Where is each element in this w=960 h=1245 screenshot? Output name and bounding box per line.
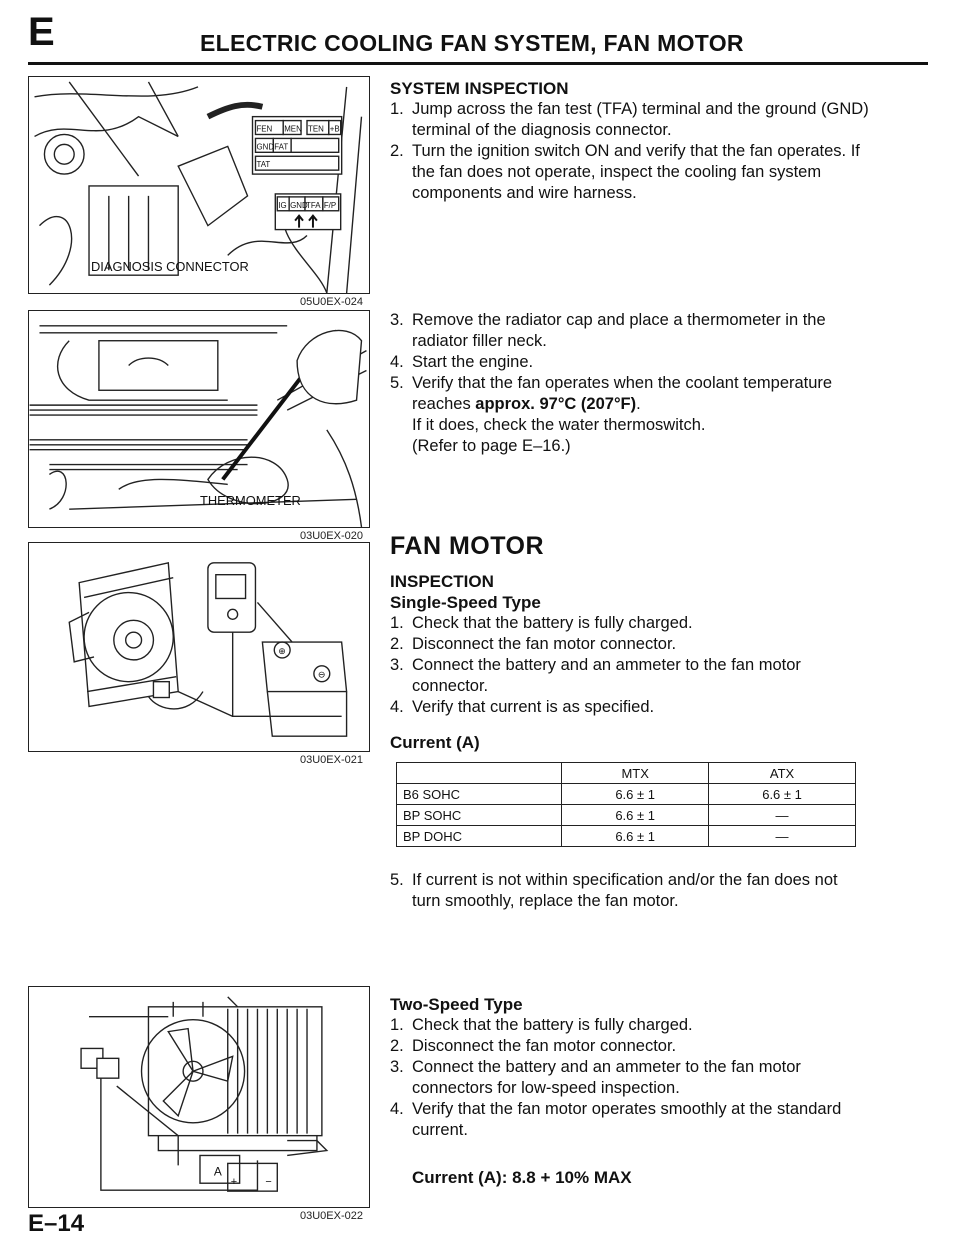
thermometer-illustration xyxy=(29,311,369,527)
step-item: 2. Disconnect the fan motor connector. xyxy=(390,635,677,653)
table-cell: 6.6 ± 1 xyxy=(562,805,709,826)
terminal-label: +B xyxy=(329,124,340,134)
radiator-fan-illustration xyxy=(29,987,369,1207)
page-number: E–14 xyxy=(28,1210,85,1237)
svg-text:+: + xyxy=(230,1176,238,1189)
table-row xyxy=(397,826,856,847)
terminal-label: TAT xyxy=(256,160,271,170)
step-item: 1. Check that the battery is fully charged. xyxy=(390,1016,693,1034)
fan-battery-illustration xyxy=(29,543,369,751)
step-item: 4. Verify that current is as specified. xyxy=(390,698,655,716)
terminal-label: TFA xyxy=(306,200,321,210)
terminal-label: IG xyxy=(278,200,287,210)
current-spec-table xyxy=(396,762,856,847)
page-title: ELECTRIC COOLING FAN SYSTEM, FAN MOTOR xyxy=(200,30,744,56)
terminal-label: GND xyxy=(256,142,275,152)
fan-motor-heading: FAN MOTOR xyxy=(390,532,545,560)
svg-text:⊖: ⊖ xyxy=(317,669,326,680)
terminal-label: GND xyxy=(290,200,308,210)
section-letter: E xyxy=(28,10,55,54)
table-cell: 6.6 ± 1 xyxy=(562,784,709,805)
terminal-label: F/P xyxy=(323,200,337,210)
system-inspection-section xyxy=(390,78,870,204)
inspection-heading: INSPECTION xyxy=(390,572,494,591)
figure-two-speed-test xyxy=(28,986,370,1208)
step-item: 5. Verify that the fan operates when the coolant temperature reaches approx. 97°C (207°F). If it does, check the water thermoswitch. (Refer to page E–16.) xyxy=(390,374,833,455)
header-rule xyxy=(28,62,928,65)
figure-code: 03U0EX-020 xyxy=(300,530,363,542)
table-cell: — xyxy=(709,826,856,847)
diagnosis-connector-label: DIAGNOSIS CONNECTOR xyxy=(91,259,249,275)
thermometer-label: THERMOMETER xyxy=(199,493,301,509)
temperature-spec: approx. 97°C (207°F) xyxy=(475,395,637,413)
two-speed-section xyxy=(390,994,870,1188)
table-header-cell: ATX xyxy=(709,763,856,784)
fan-motor-section xyxy=(390,532,870,753)
step-item: 5. If current is not within specification and/or the fan does not turn smoothly, replace the fan motor. xyxy=(390,871,838,910)
table-header-cell: MTX xyxy=(562,763,709,784)
table-cell: B6 SOHC xyxy=(397,784,562,805)
fan-motor-step5 xyxy=(390,870,870,912)
svg-text:−: − xyxy=(265,1176,272,1189)
figure-code: 03U0EX-021 xyxy=(300,754,363,766)
table-cell: BP DOHC xyxy=(397,826,562,847)
svg-text:⊕: ⊕ xyxy=(278,645,286,656)
figure-thermometer xyxy=(28,310,370,528)
table-cell: 6.6 ± 1 xyxy=(709,784,856,805)
terminal-label: MEN xyxy=(284,124,302,134)
step-item: 2. Disconnect the fan motor connector. xyxy=(390,1037,677,1055)
figure-diagnosis-connector xyxy=(28,76,370,294)
step-item: 4. Verify that the fan motor operates smoothly at the standard current. xyxy=(390,1100,842,1139)
terminal-label: TEN xyxy=(307,124,324,134)
current-spec-title: Current (A) xyxy=(390,733,480,752)
step-item: 4. Start the engine. xyxy=(390,353,534,371)
step-item: 3. Connect the battery and an ammeter to the fan motor connector. xyxy=(390,656,801,695)
system-inspection-continued xyxy=(390,310,870,457)
two-speed-current-spec: Current (A): 8.8 + 10% MAX xyxy=(412,1168,632,1187)
step-item: 1. Jump across the fan test (TFA) terminal and the ground (GND) terminal of the diagnosis connector. xyxy=(390,100,869,139)
step-item: 3. Connect the battery and an ammeter to the fan motor connectors for low-speed inspection. xyxy=(390,1058,801,1097)
table-header-cell xyxy=(397,763,562,784)
table-row xyxy=(397,784,856,805)
figure-single-speed-test xyxy=(28,542,370,752)
ammeter-label: A xyxy=(213,1164,222,1179)
system-inspection-heading: SYSTEM INSPECTION xyxy=(390,79,569,98)
single-speed-heading: Single-Speed Type xyxy=(390,593,541,612)
step-item: 2. Turn the ignition switch ON and verify that the fan operates. If the fan does not operate, inspect the cooling fan system components and wire harness. xyxy=(390,142,860,202)
figure-code: 05U0EX-024 xyxy=(300,296,363,308)
table-cell: BP SOHC xyxy=(397,805,562,826)
step-item: 3. Remove the radiator cap and place a thermometer in the radiator filler neck. xyxy=(390,311,826,350)
table-cell: — xyxy=(709,805,856,826)
table-header-row xyxy=(397,763,856,784)
figure-code: 03U0EX-022 xyxy=(300,1210,363,1222)
table-cell: 6.6 ± 1 xyxy=(562,826,709,847)
two-speed-heading: Two-Speed Type xyxy=(390,995,523,1014)
terminal-label: FAT xyxy=(274,142,289,152)
terminal-label: FEN xyxy=(256,124,273,134)
step-item: 1. Check that the battery is fully charged. xyxy=(390,614,693,632)
table-row xyxy=(397,805,856,826)
diagnosis-connector-illustration xyxy=(29,77,369,293)
